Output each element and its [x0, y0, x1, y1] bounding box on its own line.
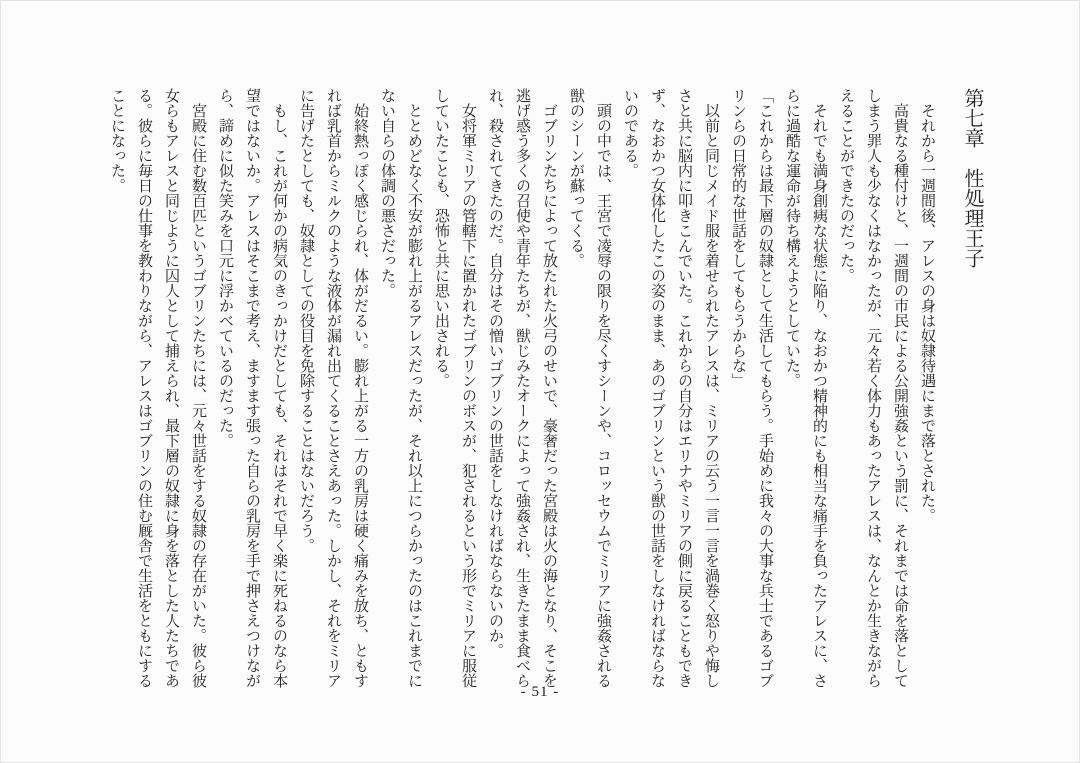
paragraph-4-dialogue: 「これからは最下層の奴隷として生活してもらう。手始めに我々の大事な兵士であるゴブリンらの日常的な世話をしてもらうからな」	[730, 88, 773, 688]
paragraph-9: ととめどなく不安が膨れ上がるアレスだったが、それ以上につらかったのはこれまでにない自らの体調の悪さだった。	[379, 88, 422, 688]
paragraph-10: 始終熱っぽく感じられ、体がだるい。膨れ上がる一方の乳房は硬く痛みを放ち、ともすれば乳首からミルクのような液体が漏れ出てくることさえあった。しかし、それをミリアに告げたとしても、奴隷としての役目を免除することはないだろう。	[298, 88, 368, 688]
paragraph-11: もし、これが何かの病気のきっかけだとしても、それはそれで早く楽に死ねるのなら本望ではないか。アレスはそこまで考え、ますます張った自らの乳房を手で押さえつけながら、諦めに似た笑みを口元に浮かべているのだった。	[217, 88, 287, 688]
chapter-title: 第七章 性処理王子	[961, 88, 983, 268]
paragraph-8: 女将軍ミリアの管轄下に置かれたゴブリンのボスが、犯されるという形でミリアに服従していたことも、恐怖と共に思い出される。	[433, 88, 476, 688]
paragraph-5: 以前と同じメイド服を着せられたアレスは、ミリアの云う一言一言を渦巻く怒りや悔しさと共に脳内に叩きこんでいた。これからの自分はエリナやミリアの側に戻ることもできず、なおかつ女体化したこの姿のまま、あのゴブリンという獣の世話をしなければならないのである。	[622, 88, 719, 688]
paragraph-6: 頭の中では、王宮で凌辱の限りを尽くすシーンや、コロッセウムでミリアに強姦される獣のシーンが蘇ってくる。	[568, 88, 611, 688]
paragraph-7: ゴブリンたちによって放たれた火弓のせいで、豪奢だった宮殿は火の海となり、そこを逃げ惑う多くの召使や青年たちが、獣じみたオークによって強姦され、生きたまま食べられ、殺されてきたのだ。自分はその憎いゴブリンの世話をしなければならないのか。	[487, 88, 557, 688]
paragraph-1: それから一週間後、アレスの身は奴隷待遇にまで落とされた。	[919, 103, 935, 523]
page-number: - 51 -	[520, 684, 560, 700]
paragraph-3: それでも満身創痍な状態に陥り、なおかつ精神的にも相当な痛手を負ったアレスに、さらに過酷な運命が待ち構えようとしていた。	[784, 88, 827, 688]
paragraph-2: 高貴なる種付けと、一週間の市民による公開強姦という罰に、それまでは命を落としてしまう罪人も少なくはなかったが、元々若く体力もあったアレスは、なんとか生きながらえることができたのだった。	[838, 88, 908, 688]
paragraph-12: 宮殿に住む数百匹というゴブリンたちには、元々世話をする奴隷の存在がいた。彼ら彼女らもアレスと同じように囚人として捕えられ、最下層の奴隷に身を落とした人たちである。彼らに毎日の仕事を教わりながら、アレスはゴブリンの住む厩舎で生活をともにすることになった。	[109, 88, 206, 688]
vertical-text-body	[103, 88, 985, 690]
